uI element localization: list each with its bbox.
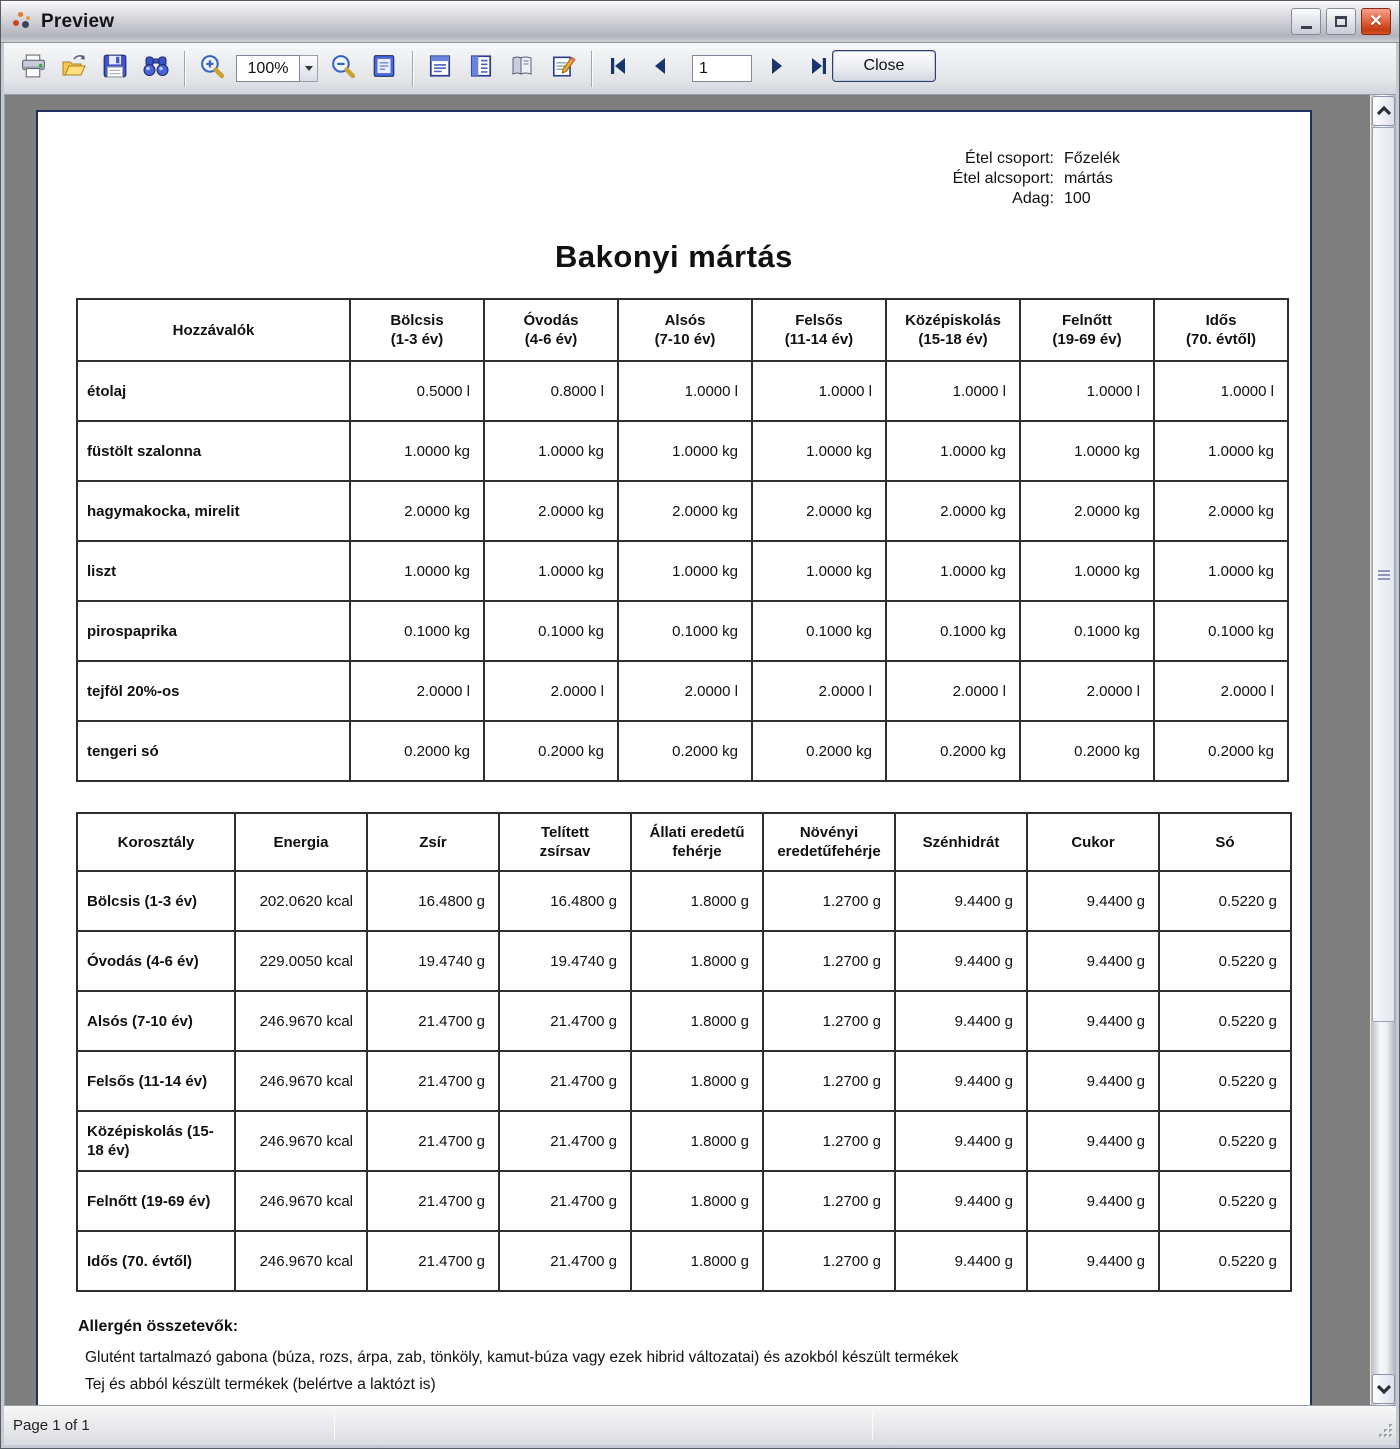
value-cell: 0.1000 kg [752,601,886,661]
toolbar-separator [591,51,593,87]
value-cell: 21.4700 g [499,1111,631,1171]
value-cell: 0.1000 kg [886,601,1020,661]
column-header: Idős (70. évtől) [1154,299,1288,361]
value-cell: 1.0000 kg [1154,421,1288,481]
table-row [77,931,1291,991]
ingredients-header-row [77,299,1288,361]
value-cell: 19.4740 g [499,931,631,991]
resize-grip-icon[interactable] [1378,1423,1394,1443]
value-cell: 21.4700 g [367,1171,499,1231]
value-cell: 2.0000 kg [350,481,484,541]
value-cell: 21.4700 g [367,1051,499,1111]
value-cell: 9.4400 g [895,1051,1027,1111]
value-cell: 16.4800 g [367,871,499,931]
zoom-in-button[interactable] [195,52,229,86]
value-cell: 2.0000 l [752,661,886,721]
value-cell: 246.9670 kcal [235,1171,367,1231]
table-row [77,541,1288,601]
column-header: Felsős (11-14 év) [752,299,886,361]
value-cell: 0.5220 g [1159,1111,1291,1171]
vertical-scrollbar[interactable] [1370,95,1396,1405]
table-row [77,361,1288,421]
value-cell: 1.2700 g [763,1231,895,1291]
value-cell: 16.4800 g [499,871,631,931]
value-cell: 2.0000 l [1154,661,1288,721]
value-cell: 1.2700 g [763,1051,895,1111]
value-cell: 0.5220 g [1159,1171,1291,1231]
single-page-icon [427,53,453,84]
row-label: liszt [77,541,350,601]
value-cell: 1.0000 l [1154,361,1288,421]
meta-label: Étel alcsoport: [952,170,1054,187]
row-label: Alsós (7-10 év) [77,991,235,1051]
chevron-down-icon [305,66,313,71]
table-row [77,1111,1291,1171]
value-cell: 1.8000 g [631,991,763,1051]
meta-value: Főzelék [1063,150,1120,167]
value-cell: 9.4400 g [1027,871,1159,931]
value-cell: 2.0000 l [484,661,618,721]
save-icon [102,53,128,84]
value-cell: 0.1000 kg [1020,601,1154,661]
ingredients-table [76,298,1289,782]
value-cell: 1.8000 g [631,1231,763,1291]
value-cell: 21.4700 g [499,1051,631,1111]
value-cell: 1.0000 l [752,361,886,421]
value-cell: 2.0000 kg [752,481,886,541]
value-cell: 21.4700 g [367,991,499,1051]
next-page-icon [765,54,789,83]
value-cell: 21.4700 g [367,1231,499,1291]
document-page [36,110,1312,1405]
print-icon [20,53,47,85]
value-cell: 0.1000 kg [618,601,752,661]
value-cell: 1.0000 kg [752,421,886,481]
open-button[interactable] [57,52,91,86]
value-cell: 1.2700 g [763,1111,895,1171]
app-logo-icon [11,10,33,34]
row-label: Felnőtt (19-69 év) [77,1171,235,1231]
value-cell: 1.0000 kg [484,421,618,481]
first-page-button[interactable] [602,52,636,86]
statusbar-separator [872,1411,873,1440]
value-cell: 1.0000 l [618,361,752,421]
table-row [77,661,1288,721]
value-cell: 0.2000 kg [484,721,618,781]
value-cell: 21.4700 g [499,1171,631,1231]
column-header: Telített zsírsav [499,813,631,871]
scroll-up-button[interactable] [1372,96,1395,126]
value-cell: 0.2000 kg [1020,721,1154,781]
scrollbar-thumb[interactable] [1372,127,1395,1022]
value-cell: 21.4700 g [367,1111,499,1171]
nutrition-table [76,812,1292,1292]
column-header: Só [1159,813,1291,871]
column-header: Alsós (7-10 év) [618,299,752,361]
zoom-dropdown-button[interactable] [300,55,318,82]
previous-page-icon [648,54,672,83]
toolbar-separator [184,51,186,87]
zoom-level-select[interactable] [236,55,300,82]
value-cell: 1.0000 l [886,361,1020,421]
column-header: Hozzávalók [77,299,350,361]
allergen-item: Tej és abból készült termékek (belértve a laktózt is) [85,1376,436,1393]
value-cell: 1.0000 kg [886,541,1020,601]
next-page-button[interactable] [760,52,794,86]
maximize-button[interactable] [1326,8,1356,35]
open-folder-icon [60,53,88,84]
value-cell: 0.2000 kg [752,721,886,781]
column-header: Energia [235,813,367,871]
table-row [77,1231,1291,1291]
meta-value: 100 [1063,190,1091,207]
table-row [77,421,1288,481]
value-cell: 0.1000 kg [1154,601,1288,661]
row-label: Felsős (11-14 év) [77,1051,235,1111]
value-cell: 9.4400 g [895,1111,1027,1171]
value-cell: 1.0000 kg [618,541,752,601]
column-header: Bölcsis (1-3 év) [350,299,484,361]
value-cell: 2.0000 l [618,661,752,721]
column-header: Cukor [1027,813,1159,871]
table-row [77,1051,1291,1111]
scrollbar-track[interactable] [1371,127,1396,1373]
toolbar-separator [412,51,414,87]
row-label: Bölcsis (1-3 év) [77,871,235,931]
row-label: pirospaprika [77,601,350,661]
allergens-heading: Allergén összetevők: [78,1318,239,1335]
column-header: Középiskolás (15-18 év) [886,299,1020,361]
value-cell: 9.4400 g [895,1171,1027,1231]
row-label: tengeri só [77,721,350,781]
chevron-down-icon [1375,1383,1393,1395]
value-cell: 2.0000 kg [484,481,618,541]
value-cell: 9.4400 g [895,991,1027,1051]
close-window-button[interactable] [1361,8,1391,35]
page-number-input[interactable] [692,55,752,82]
titlebar [1,1,1399,43]
print-button[interactable] [16,52,50,86]
value-cell: 1.0000 kg [484,541,618,601]
value-cell: 0.2000 kg [618,721,752,781]
window-title: Preview [41,10,115,32]
row-label: étolaj [77,361,350,421]
value-cell: 9.4400 g [895,931,1027,991]
close-preview-button[interactable]: Close [832,50,936,82]
value-cell: 2.0000 kg [1020,481,1154,541]
value-cell: 9.4400 g [1027,1051,1159,1111]
value-cell: 1.8000 g [631,871,763,931]
value-cell: 1.0000 kg [886,421,1020,481]
window-controls [1291,8,1391,35]
table-row [77,721,1288,781]
scrollbar-grip-icon [1378,570,1390,580]
value-cell: 9.4400 g [1027,991,1159,1051]
value-cell: 9.4400 g [895,1231,1027,1291]
value-cell: 9.4400 g [895,871,1027,931]
document-meta [953,150,1120,208]
value-cell: 1.2700 g [763,1171,895,1231]
value-cell: 21.4700 g [499,1231,631,1291]
single-page-view-button[interactable] [423,52,457,86]
value-cell: 0.2000 kg [350,721,484,781]
edit-page-button[interactable] [546,52,580,86]
edit-pencil-icon [550,53,576,84]
value-cell: 1.8000 g [631,1111,763,1171]
statusbar [4,1405,1396,1445]
table-row [77,601,1288,661]
content-area [4,95,1396,1405]
maximize-icon [1335,16,1347,27]
minimize-icon [1301,26,1312,29]
row-label: füstölt szalonna [77,421,350,481]
column-header: Óvodás (4-6 év) [484,299,618,361]
value-cell: 2.0000 l [350,661,484,721]
last-page-icon [806,54,830,83]
value-cell: 21.4700 g [499,991,631,1051]
last-page-button[interactable] [801,52,835,86]
value-cell: 0.5220 g [1159,931,1291,991]
value-cell: 1.2700 g [763,991,895,1051]
value-cell: 0.2000 kg [886,721,1020,781]
book-pages-icon [508,53,536,84]
column-header: Növényi eredetűfehérje [763,813,895,871]
value-cell: 0.5220 g [1159,991,1291,1051]
meta-label: Étel csoport: [965,150,1054,167]
value-cell: 1.0000 kg [618,421,752,481]
value-cell: 1.0000 kg [1020,421,1154,481]
column-header: Zsír [367,813,499,871]
value-cell: 0.5220 g [1159,1231,1291,1291]
recipe-title: Bakonyi mártás [555,239,793,274]
value-cell: 9.4400 g [1027,1231,1159,1291]
scroll-down-button[interactable] [1372,1374,1395,1404]
toolbar [4,43,1396,95]
value-cell: 1.8000 g [631,1051,763,1111]
allergens-section [78,1318,1310,1398]
value-cell: 2.0000 kg [1154,481,1288,541]
value-cell: 246.9670 kcal [235,1051,367,1111]
whole-page-icon [371,53,397,84]
meta-label: Adag: [1012,190,1054,207]
meta-value: mártás [1063,170,1113,187]
table-row [77,481,1288,541]
row-label: Középiskolás (15-18 év) [77,1111,235,1171]
column-header: Korosztály [77,813,235,871]
zoom-out-icon [330,53,357,85]
row-label: tejföl 20%-os [77,661,350,721]
value-cell: 1.8000 g [631,1171,763,1231]
table-row [77,1171,1291,1231]
find-button[interactable] [139,52,173,86]
value-cell: 19.4740 g [367,931,499,991]
row-label: Idős (70. évtől) [77,1231,235,1291]
preview-canvas [5,95,1370,1405]
value-cell: 0.1000 kg [484,601,618,661]
value-cell: 1.0000 kg [350,421,484,481]
value-cell: 1.0000 l [1020,361,1154,421]
value-cell: 9.4400 g [1027,1111,1159,1171]
value-cell: 246.9670 kcal [235,1231,367,1291]
value-cell: 0.1000 kg [350,601,484,661]
zoom-in-icon [199,53,226,85]
binoculars-icon [142,53,170,84]
value-cell: 2.0000 l [886,661,1020,721]
value-cell: 229.0050 kcal [235,931,367,991]
whole-page-button[interactable] [367,52,401,86]
value-cell: 202.0620 kcal [235,871,367,931]
multi-page-icon [468,53,494,84]
close-icon: ✕ [1369,12,1383,30]
first-page-icon [607,54,631,83]
column-header: Állati eredetű fehérje [631,813,763,871]
save-button[interactable] [98,52,132,86]
value-cell: 9.4400 g [1027,1171,1159,1231]
column-header: Szénhidrát [895,813,1027,871]
value-cell: 2.0000 l [1020,661,1154,721]
table-row [77,871,1291,931]
value-cell: 0.8000 l [484,361,618,421]
value-cell: 246.9670 kcal [235,991,367,1051]
value-cell: 1.2700 g [763,931,895,991]
value-cell: 0.5000 l [350,361,484,421]
value-cell: 1.2700 g [763,871,895,931]
multi-page-view-button[interactable] [464,52,498,86]
statusbar-separator [334,1411,335,1440]
nutrition-header-row [77,813,1291,871]
page-settings-button[interactable] [505,52,539,86]
value-cell: 2.0000 kg [618,481,752,541]
value-cell: 2.0000 kg [886,481,1020,541]
zoom-level-value: 100% [247,59,289,77]
chevron-up-icon [1375,105,1393,117]
row-label: Óvodás (4-6 év) [77,931,235,991]
table-row [77,991,1291,1051]
column-header: Felnőtt (19-69 év) [1020,299,1154,361]
value-cell: 9.4400 g [1027,931,1159,991]
value-cell: 246.9670 kcal [235,1111,367,1171]
allergen-item: Glutént tartalmazó gabona (búza, rozs, árpa, zab, tönköly, kamut-búza vagy ezek hibrid változatai) és azokból készült termékek [85,1349,959,1366]
value-cell: 1.0000 kg [752,541,886,601]
minimize-button[interactable] [1291,8,1321,35]
value-cell: 1.0000 kg [350,541,484,601]
value-cell: 1.0000 kg [1020,541,1154,601]
value-cell: 1.8000 g [631,931,763,991]
previous-page-button[interactable] [643,52,677,86]
value-cell: 0.5220 g [1159,871,1291,931]
value-cell: 1.0000 kg [1154,541,1288,601]
row-label: hagymakocka, mirelit [77,481,350,541]
zoom-out-button[interactable] [326,52,360,86]
value-cell: 0.2000 kg [1154,721,1288,781]
value-cell: 0.5220 g [1159,1051,1291,1111]
page-status: Page 1 of 1 [13,1417,90,1434]
